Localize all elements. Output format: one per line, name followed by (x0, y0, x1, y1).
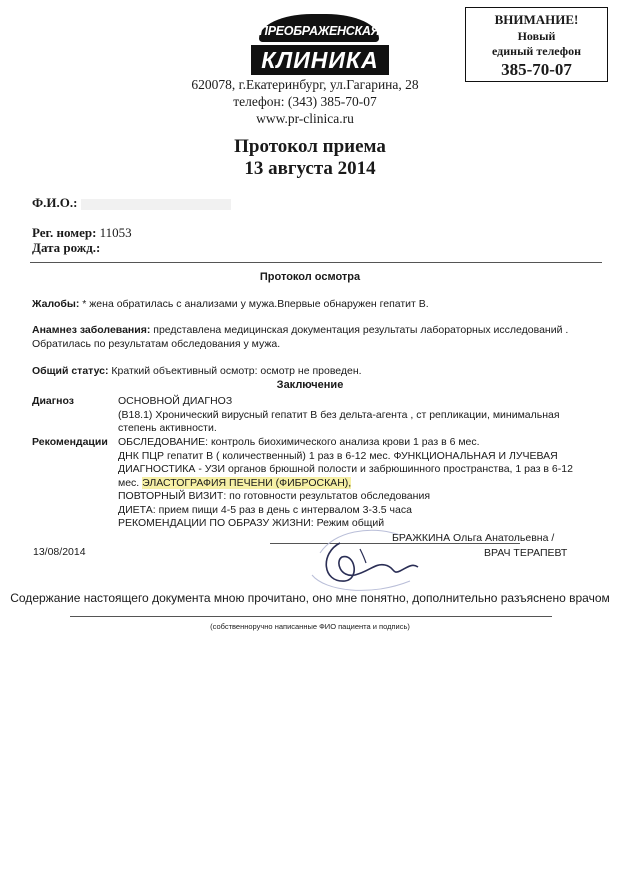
patient-fio (32, 195, 231, 211)
document-title (150, 136, 470, 180)
logo-line-2: КЛИНИКА (251, 45, 389, 75)
consent-statement: Содержание настоящего документа мною прочитано, оно мне понятно, дополнительно разъяснено врачом (10, 591, 610, 605)
recommendation-line: ОБСЛЕДОВАНИЕ: контроль биохимического анализа крови 1 раз в 6 мес. (118, 436, 480, 448)
reg-value: 11053 (99, 225, 132, 240)
anamnesis-text-1: представлена медицинская документация результаты лабораторных исследований . (153, 324, 569, 336)
complaints (32, 297, 592, 311)
recommendation-line: ДИАГНОСТИКА - УЗИ органов брюшной полости и забрюшинного пространства, 1 раз в 6-12 (118, 463, 573, 475)
doctor-name: БРАЖКИНА Ольга Анатольевна / (392, 532, 555, 544)
recommendation-line: РЕКОМЕНДАЦИИ ПО ОБРАЗУ ЖИЗНИ: Режим общий (118, 517, 385, 529)
status-text: Краткий объективный осмотр: осмотр не проведен. (111, 365, 362, 377)
logo-line-1: ПРЕОБРАЖЕНСКАЯ (259, 14, 379, 42)
dob-label: Дата рожд.: (32, 240, 101, 255)
status-label: Общий статус: (32, 365, 109, 377)
doctor-info (392, 531, 612, 561)
recommendations-block (118, 436, 598, 531)
recommendations-label: Рекомендации (32, 436, 108, 448)
consent-signature-line (70, 616, 552, 617)
title-date: 13 августа 2014 (244, 158, 376, 179)
doctor-role: ВРАЧ ТЕРАПЕВТ (484, 547, 568, 559)
divider (30, 262, 602, 263)
title-line-1: Протокол приема (234, 136, 386, 157)
clinic-address (170, 76, 440, 127)
recommendation-line: ПОВТОРНЫЙ ВИЗИТ: по готовности результатов обследования (118, 490, 431, 502)
recommendation-line: ДИЕТА: прием пищи 4-5 раз в день с интервалом 3-3.5 часа (118, 503, 412, 516)
consent-note: (собственноручно написанные ФИО пациента и подпись) (210, 622, 410, 631)
complaints-text: * жена обратилась с анализами у мужа.Впервые обнаружен гепатит В. (82, 298, 429, 310)
diagnosis-line: (B18.1) Хронический вирусный гепатит B без дельта-агента , ст репликации, минимальная (118, 408, 560, 421)
elastography-highlight: ЭЛАСТОГРАФИЯ ПЕЧЕНИ (ФИБРОСКАН), (142, 476, 352, 489)
complaints-label: Жалобы: (32, 298, 80, 310)
address-street: 620078, г.Екатеринбург, ул.Гагарина, 28 (191, 77, 419, 92)
address-website: www.pr-clinica.ru (256, 111, 354, 126)
reg-label: Рег. номер: (32, 225, 97, 240)
rec-months-prefix: мес. (118, 476, 140, 489)
anamnesis (32, 323, 592, 351)
signature-date: 13/08/2014 (33, 546, 86, 558)
address-phone: телефон: (343) 385-70-07 (233, 94, 377, 109)
fio-redacted (81, 199, 231, 210)
anamnesis-text-2: Обратилась по результатам обследования у мужа. (32, 338, 281, 350)
diagnosis-label: Диагноз (32, 395, 74, 407)
patient-dob (32, 240, 100, 256)
anamnesis-label: Анамнез заболевания: (32, 324, 151, 336)
clinic-logo (251, 14, 389, 74)
notice-attention: ВНИМАНИЕ! (494, 12, 579, 27)
exam-section-title: Протокол осмотра (259, 271, 361, 283)
diagnosis-line: ОСНОВНОЙ ДИАГНОЗ (118, 395, 233, 407)
fio-label: Ф.И.О.: (32, 195, 78, 210)
diagnosis-block (118, 395, 598, 436)
phone-notice-box (465, 7, 608, 82)
notice-single-phone: единый телефон (492, 44, 581, 58)
diagnosis-line: степень активности. (118, 422, 217, 434)
recommendation-line (118, 477, 598, 491)
notice-phone-number: 385-70-07 (501, 60, 572, 79)
patient-reg-number (32, 225, 132, 241)
recommendation-line: ДНК ПЦР гепатит В ( количественный) 1 раз в 6-12 мес. ФУНКЦИОНАЛЬНАЯ И ЛУЧЕВАЯ (118, 449, 558, 462)
conclusion-section-title: Заключение (276, 379, 344, 391)
notice-new: Новый (517, 29, 556, 43)
general-status (32, 364, 592, 378)
